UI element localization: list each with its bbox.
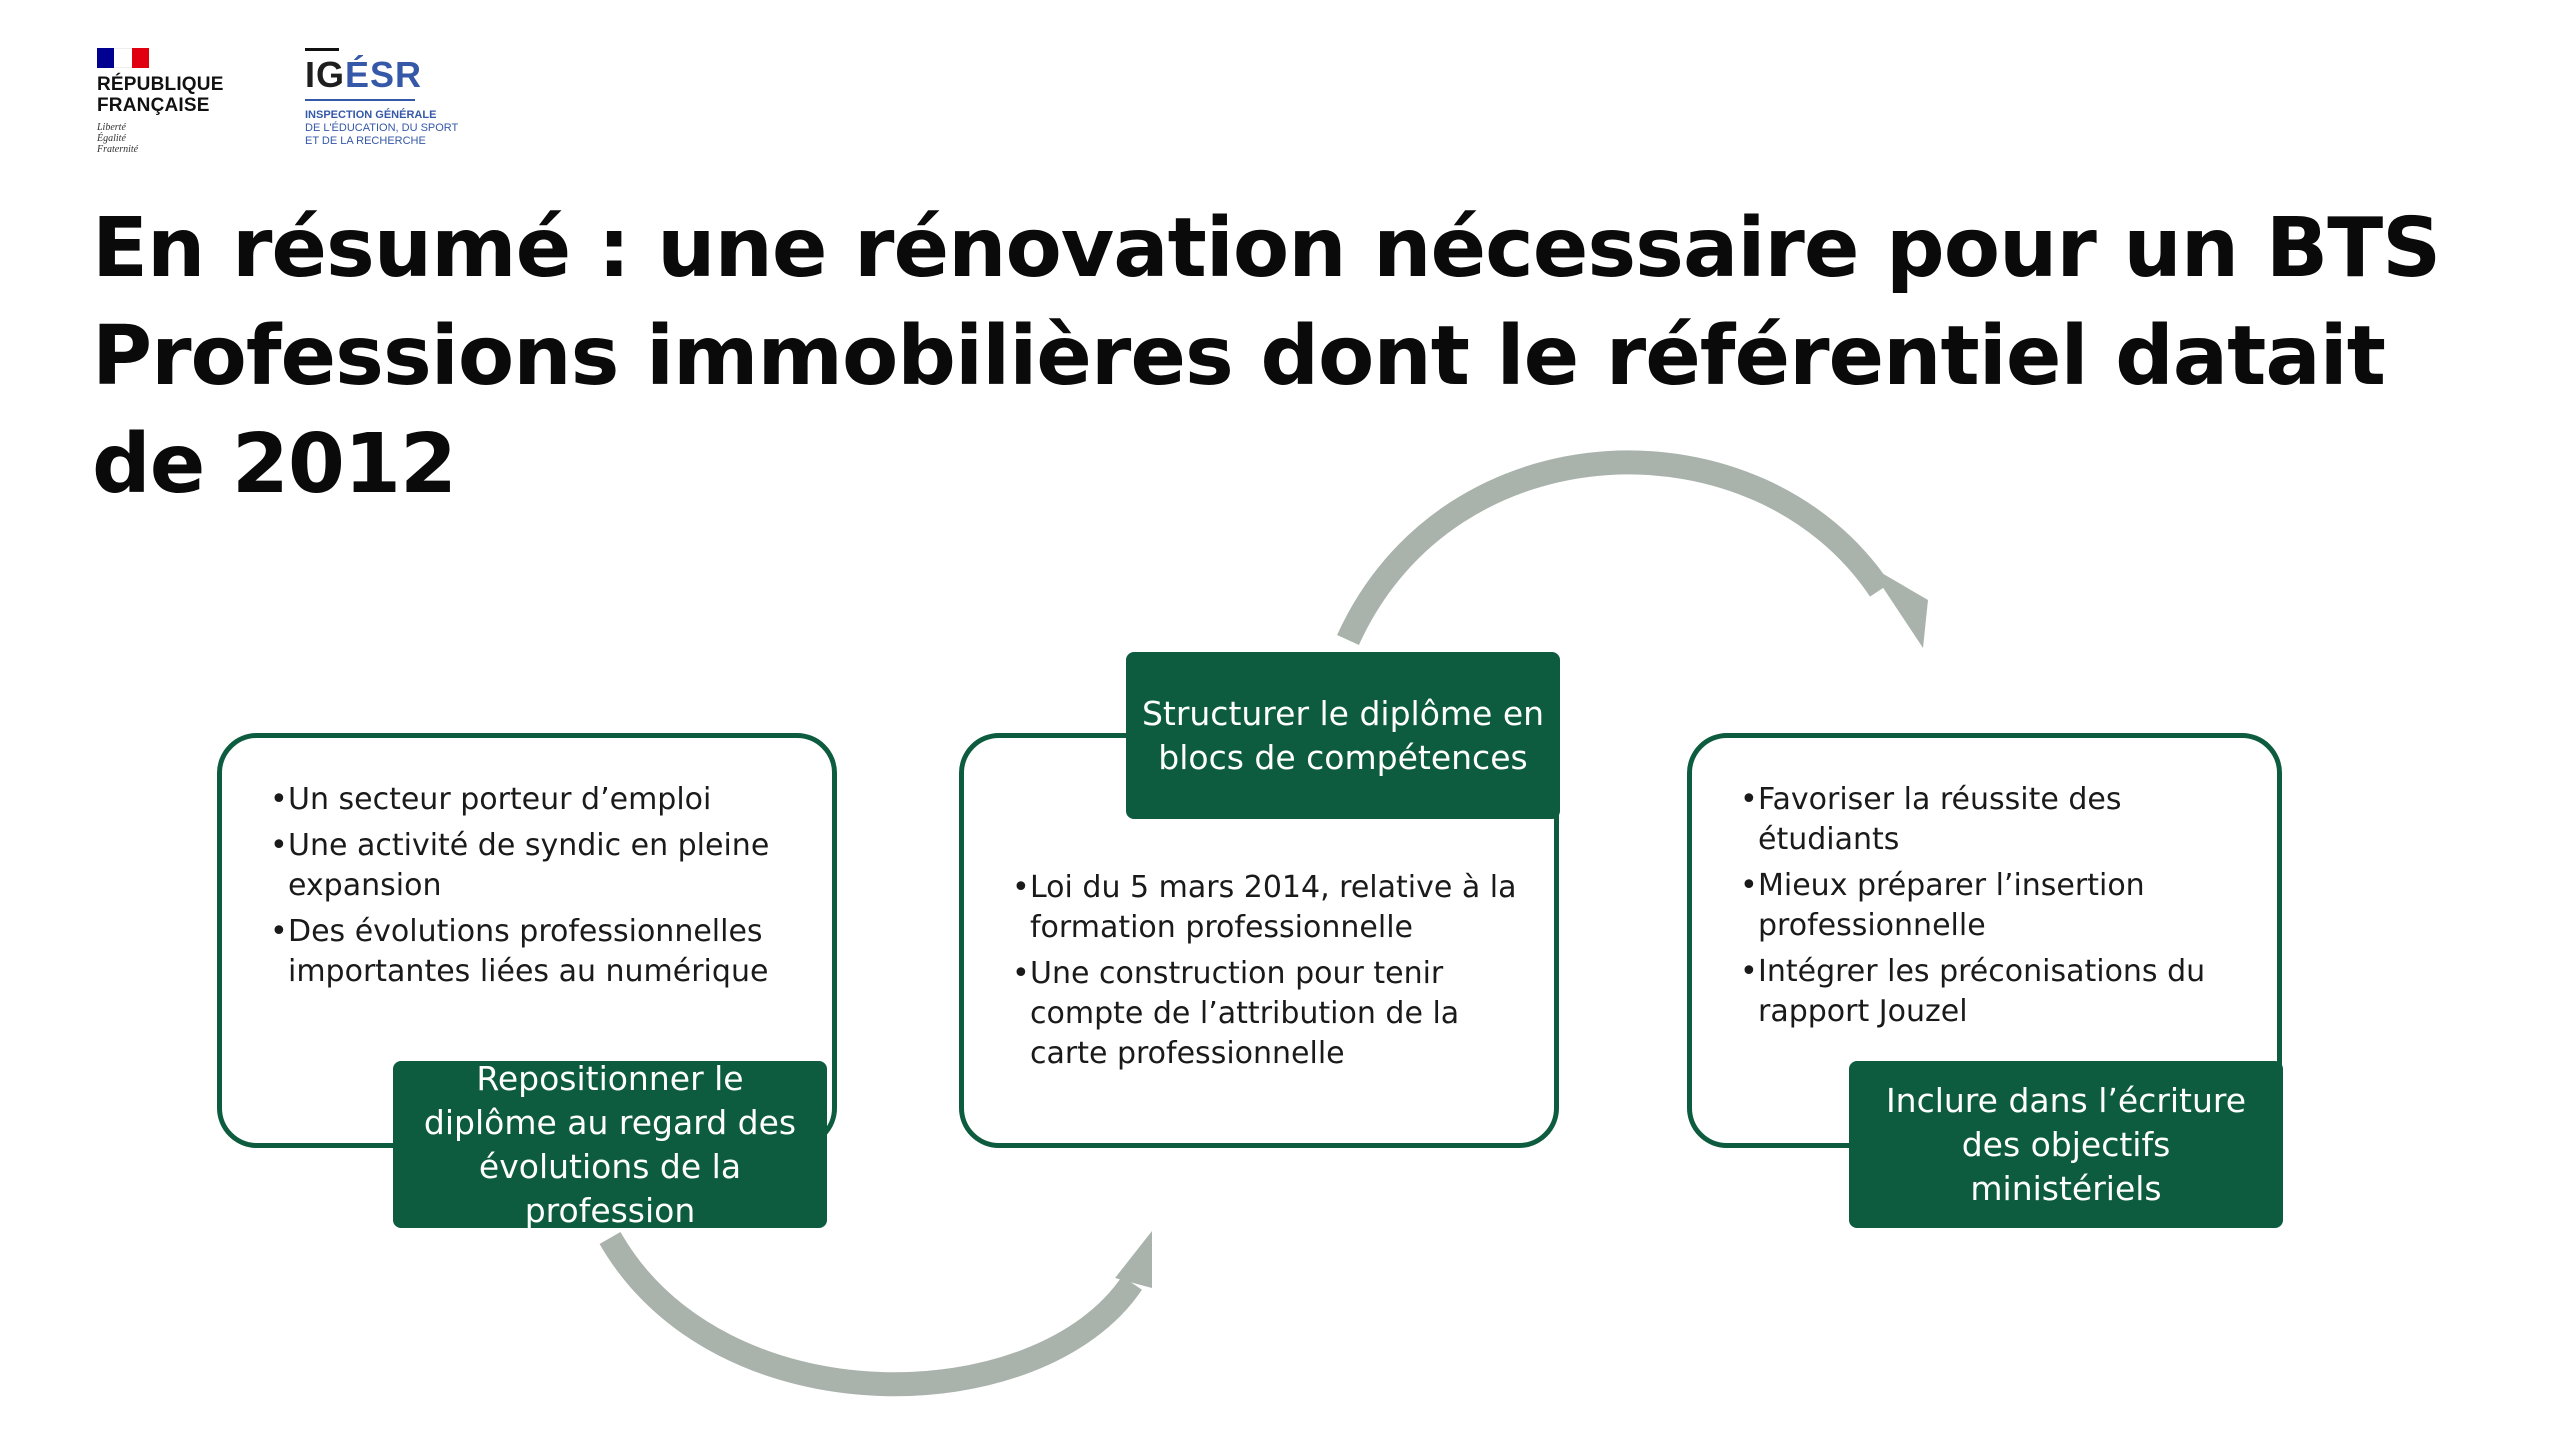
step-1-label: Repositionner le diplôme au regard des évolutions de la profession [393, 1061, 827, 1228]
step-3-bullets [1740, 780, 2247, 1032]
page-title: En résumé : une rénovation nécessaire pour un BTS Professions immobilières dont le référentiel datait de 2012 [92, 201, 2441, 512]
step-1-bullets [270, 780, 802, 992]
igesr-subtitle-1: INSPECTION GÉNÉRALE [305, 109, 437, 121]
step-3-label: Inclure dans l’écriture des objectifs ministériels [1849, 1061, 2283, 1228]
list-item: • Une construction pour tenir compte de l’attribution de la carte professionnelle [1012, 954, 1524, 1074]
republique-name: RÉPUBLIQUE FRANÇAISE [97, 74, 224, 116]
arrow-bottom-head-icon [1115, 1231, 1152, 1288]
arrow-top-head-icon [1868, 565, 1928, 648]
list-item: • Loi du 5 mars 2014, relative à la formation professionnelle [1012, 868, 1524, 948]
list-item: • Une activité de syndic en pleine expansion [270, 826, 802, 906]
list-item: • Favoriser la réussite des étudiants [1740, 780, 2247, 860]
arrow-top-curve [1348, 462, 1880, 640]
igesr-subtitle-3: ET DE LA RECHERCHE [305, 135, 426, 147]
republique-motto: Liberté Égalité Fraternité [97, 122, 139, 155]
list-item: • Un secteur porteur d’emploi [270, 780, 802, 820]
list-item: • Intégrer les préconisations du rapport Jouzel [1740, 952, 2247, 1032]
igesr-name: IGÉSR [305, 54, 423, 95]
step-2-label: Structurer le diplôme en blocs de compétences [1126, 652, 1560, 819]
list-item: • Des évolutions professionnelles importantes liées au numérique [270, 912, 802, 992]
arrow-bottom-curve [610, 1238, 1132, 1384]
list-item: • Mieux préparer l’insertion professionnelle [1740, 866, 2247, 946]
step-2-bullets [1012, 868, 1524, 1074]
igesr-subtitle-2: DE L'ÉDUCATION, DU SPORT [305, 122, 459, 134]
